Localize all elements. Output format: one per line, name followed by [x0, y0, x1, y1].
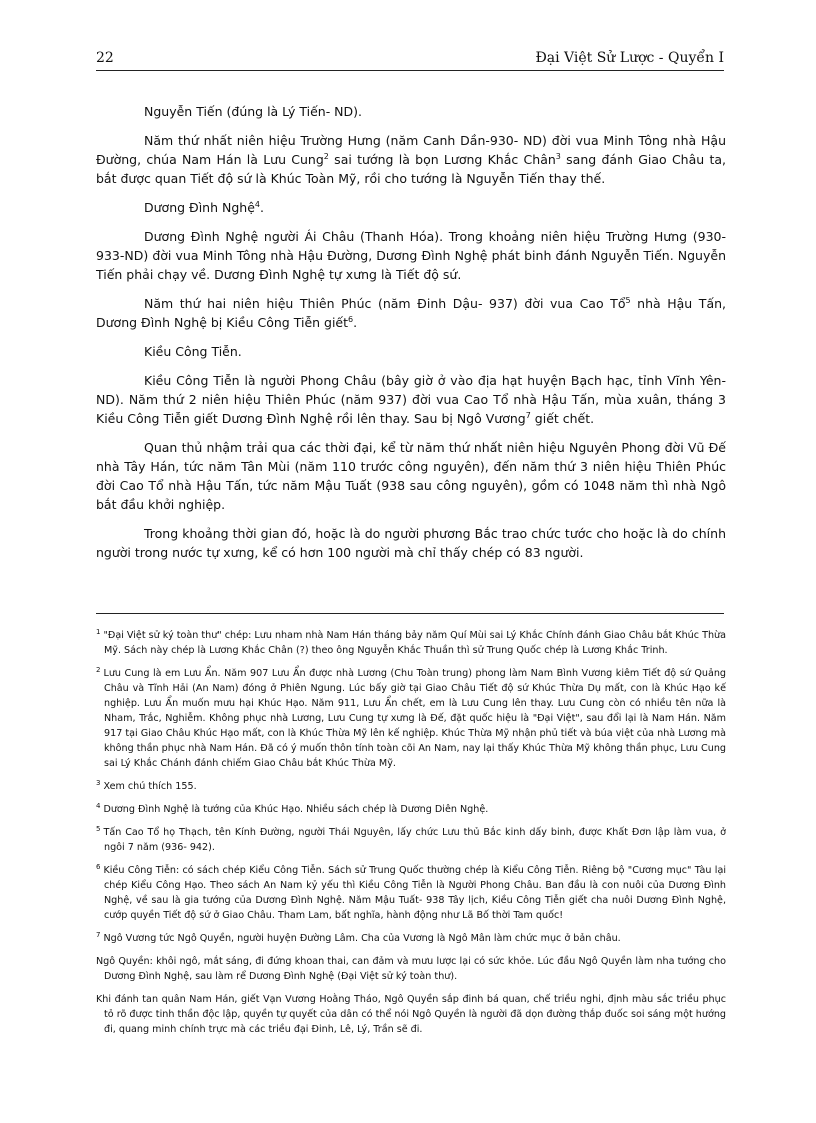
paragraph: Quan thủ nhậm trải qua các thời đại, kể từ năm thứ nhất niên hiệu Nguyên Phong đời Vũ Đế nhà Tây Hán, tức năm Tân Mùi (năm 110 trước công nguyên), đến năm thứ 3 niên hiệu Thiên Phúc đời Cao Tổ nhà Hậu Tấn, tức năm Mậu Tuất (938 sau công nguyên), gồm có 1048 năm thì nhà Ngô bắt đầu khởi nghiệp.: [96, 440, 726, 512]
paragraph: Dương Đình Nghệ$^4$.: [144, 199, 264, 215]
footnote: $^1$ "Đại Việt sử ký toàn thư" chép: Lưu nham nhà Nam Hán tháng bảy năm Quí Mùi sai Lý Khắc Chính đánh Giao Châu bắt Khúc Thừa Mỹ. Sách này chép là Lương Khắc Chân (?) theo ông Nguyễn Khắc Thuần thì sử Trung Quốc chép là Lương Khắc Trinh.: [96, 627, 726, 656]
page-header: [96, 48, 724, 71]
paragraph: Dương Đình Nghệ người Ái Châu (Thanh Hóa). Trong khoảng niên hiệu Trường Hưng (930- 933-ND) đời vua Minh Tông nhà Hậu Đường, Dương Đình Nghệ phát binh đánh Nguyễn Tiến. Nguyễn Tiến phải chạy về. Dương Đình Nghệ tự xưng là Tiết độ sứ.: [96, 229, 726, 282]
footnote-ref: 5: [625, 295, 631, 305]
footnote: $^4$ Dương Đình Nghệ là tướng của Khúc Hạo. Nhiều sách chép là Dương Diên Nghệ.: [96, 801, 489, 815]
footnotes: [96, 628, 726, 1045]
footnote-continuation: Ngô Quyền: khôi ngô, mắt sáng, đi đứng khoan thai, can đảm và mưu lược lại có sức khỏe. Lúc đầu Ngô Quyền làm nha tướng cho Dương Đình Nghệ, sau làm rể Dương Đình Nghệ (Đại Việt sử ký toàn thư).: [96, 956, 726, 982]
paragraph: Kiều Công Tiễn là người Phong Châu (bây giờ ở vào địa hạt huyện Bạch hạc, tỉnh Vĩnh Yên-ND). Năm thứ 2 niên hiệu Thiên Phúc (năm 937) đời vua Cao Tổ nhà Hậu Tấn, mùa xuân, tháng 3 Kiều Công Tiễn giết Dương Đình Nghệ rồi lên thay. Sau bị Ngô Vương$^7$ giết chết.: [96, 373, 726, 426]
footnote-ref: 6: [348, 314, 354, 324]
body-text: [96, 102, 726, 572]
page-number: 22: [96, 50, 114, 66]
paragraph: Trong khoảng thời gian đó, hoặc là do người phương Bắc trao chức tước cho hoặc là do chính người trong nước tự xưng, kể có hơn 100 người mà chỉ thấy chép có 83 người.: [96, 526, 726, 560]
footnote: $^5$ Tấn Cao Tổ họ Thạch, tên Kính Đường, người Thái Nguyên, lấy chức Lưu thủ Bắc kinh dấy binh, được Khất Đơn lập làm vua, ở ngôi 7 năm (936- 942).: [96, 824, 726, 853]
footnote-ref: 4: [254, 199, 260, 209]
paragraph: Năm thứ nhất niên hiệu Trường Hưng (năm Canh Dần-930- ND) đời vua Minh Tông nhà Hậu Đường, chúa Nam Hán là Lưu Cung$^2$ sai tướng là bọn Lương Khắc Chân$^3$ sang đánh Giao Châu ta, bắt được quan Tiết độ sứ là Khúc Toàn Mỹ, rồi cho tướng là Nguyễn Tiến thay thế.: [96, 133, 727, 186]
footnote-separator: [96, 613, 724, 614]
paragraph: Nguyễn Tiến (đúng là Lý Tiến- ND).: [144, 104, 363, 119]
footnote: $^7$ Ngô Vương tức Ngô Quyền, người huyện Đường Lâm. Cha của Vương là Ngô Mân làm chức mục ở bản châu.: [96, 930, 621, 944]
paragraph: Năm thứ hai niên hiệu Thiên Phúc (năm Đinh Dậu- 937) đời vua Cao Tổ$^5$ nhà Hậu Tấn, Dương Đình Nghệ bị Kiều Công Tiễn giết$^6$.: [96, 295, 726, 330]
footnote-ref: 7: [525, 410, 531, 420]
footnote-ref: 3: [555, 151, 561, 161]
running-title: Đại Việt Sử Lược - Quyển I: [535, 50, 724, 66]
footnote: $^6$ Kiều Công Tiễn: có sách chép Kiểu Công Tiễn. Sách sử Trung Quốc thường chép là Kiểu Công Tiễn. Riêng bộ "Cương mục" Tàu lại chép Kiểu Công Hạo. Theo sách An Nam kỷ yếu thì Kiều Công Tiễn là Người Phong Châu. Ban đầu là con nuôi của Dương Đình Nghệ, về sau là gia tướng của Dương Đình Nghệ. Năm Mậu Tuất- 938 Tây lịch, Kiều Công Tiễn giết cha nuôi Dương Đình Nghệ, cướp quyền Tiết độ sứ ở Giao Châu. Tham Lam, bất nghĩa, hành động như Lã Bố thời Tam quốc!: [96, 862, 726, 921]
footnote-ref: 2: [323, 151, 329, 161]
footnote: $^2$ Lưu Cung là em Lưu Ẩn. Năm 907 Lưu Ẩn được nhà Lương (Chu Toàn trung) phong làm Nam Bình Vương kiêm Tiết độ sứ Quảng Châu và Tĩnh Hải (An Nam) đóng ở Phiên Ngung. Lúc bấy giờ tại Giao Châu Tiết độ sứ Khúc Thừa Dụ mất, con là Khúc Hạo kế nghiệp. Lưu Ẩn muốn mưu hại Khúc Hạo. Năm 911, Lưu Ẩn chết, em là Lưu Cung lên thay. Lưu Cung còn có nhiều tên nữa là Nham, Trắc, Nghiễm. Không phục nhà Lương, Lưu Cung tự xưng là Đế, đặt quốc hiệu là "Đại Việt", sau đổi lại là Nam Hán. Năm 917 tại Giao Châu Khúc Hạo mất, con là Khúc Thừa Mỹ lên kế nghiệp. Khúc Thừa Mỹ nhận phủ tiết và búa việt của nhà Lương mà không thần phục nhà Nam Hán. Đã có ý muốn thôn tính toàn cõi An Nam, nay lại thấy Khúc Thừa Mỹ không thần phục, Lưu Cung sai Lý Khắc Chánh đánh chiếm Giao Châu bắt Khúc Thừa Mỹ.: [96, 665, 726, 769]
paragraph: Kiều Công Tiễn.: [144, 344, 242, 359]
footnote-continuation: Khi đánh tan quân Nam Hán, giết Vạn Vương Hoằng Tháo, Ngô Quyền sắp đinh bá quan, chế triều nghi, định màu sắc triều phục tỏ rõ được tinh thần độc lập, quyền tự quyết của dân có thể nói Ngô Quyền là người đã dọn đường thắp đuốc soi sáng một hướng đi, quang minh chính trực mà các triều đại Đinh, Lê, Lý, Trần sẽ đi.: [96, 994, 726, 1035]
footnote: $^3$ Xem chú thích 155.: [96, 778, 197, 792]
